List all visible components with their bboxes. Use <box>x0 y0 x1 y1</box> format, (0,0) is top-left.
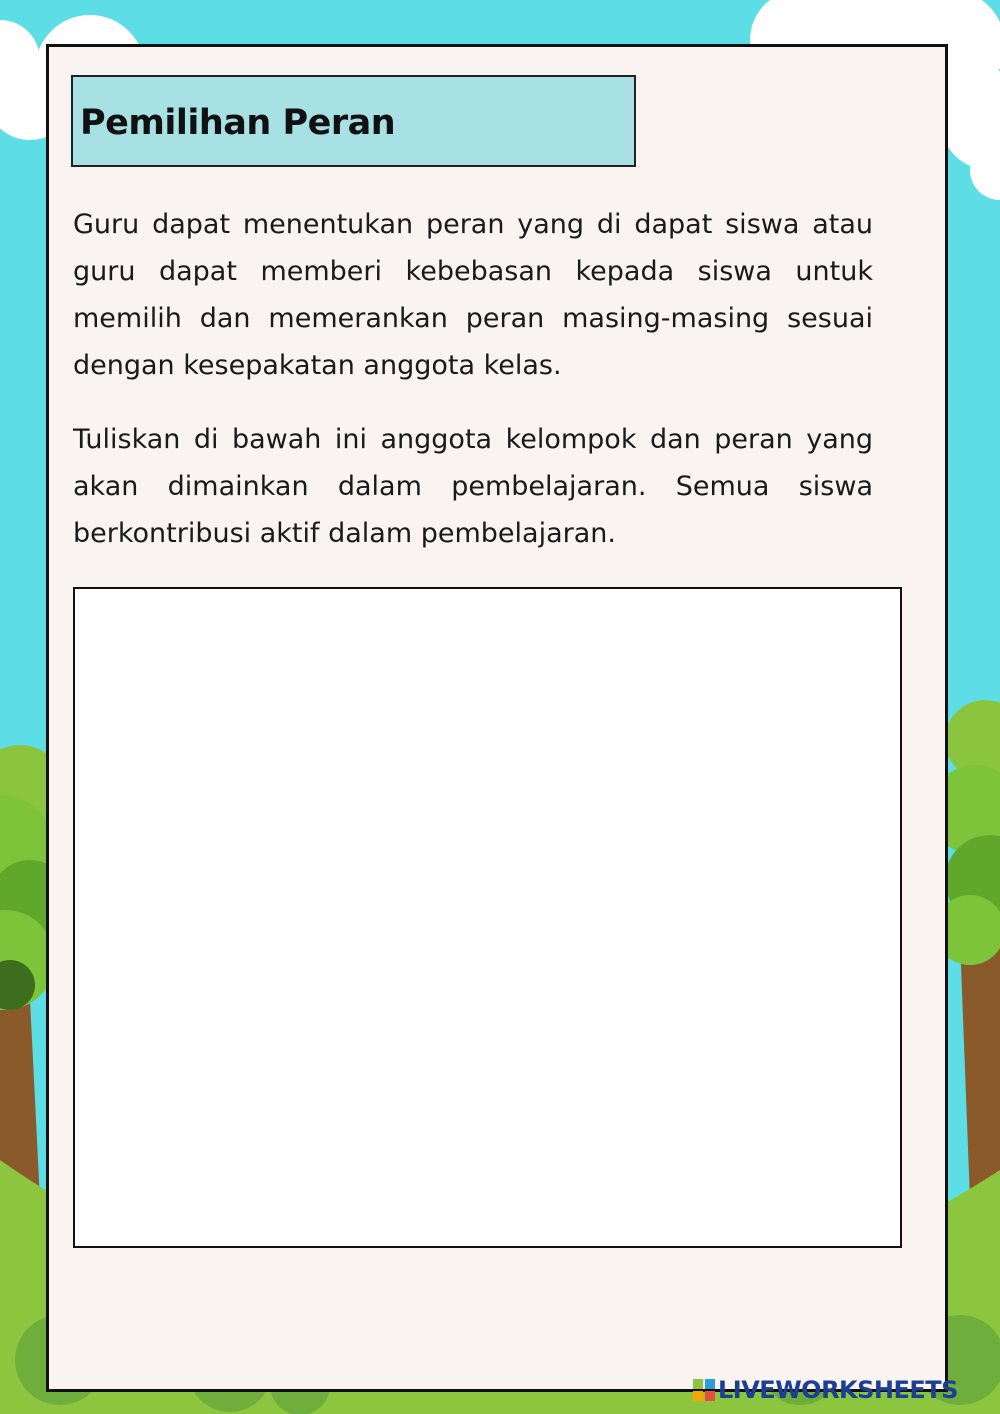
liveworksheets-logo-icon <box>693 1379 715 1401</box>
worksheet-card <box>46 44 948 1392</box>
watermark-text: LIVEWORKSHEETS <box>718 1376 958 1404</box>
paragraph-instruction: Tuliskan di bawah ini anggota kelompok dan peran yang akan dimainkan dalam pembelajaran. Semua siswa berkontribusi aktif dalam pembelajaran. <box>73 424 873 549</box>
paragraph-intro: Guru dapat menentukan peran yang di dapat siswa atau guru dapat memberi kebebasan kepada siswa untuk memilih dan memerankan peran masing-masing sesuai dengan kesepakatan anggota kelas. <box>73 209 873 381</box>
answer-text-area[interactable] <box>73 587 902 1248</box>
liveworksheets-logo <box>693 1374 958 1406</box>
page-title: Pemilihan Peran <box>80 103 396 143</box>
title-box <box>71 75 636 167</box>
